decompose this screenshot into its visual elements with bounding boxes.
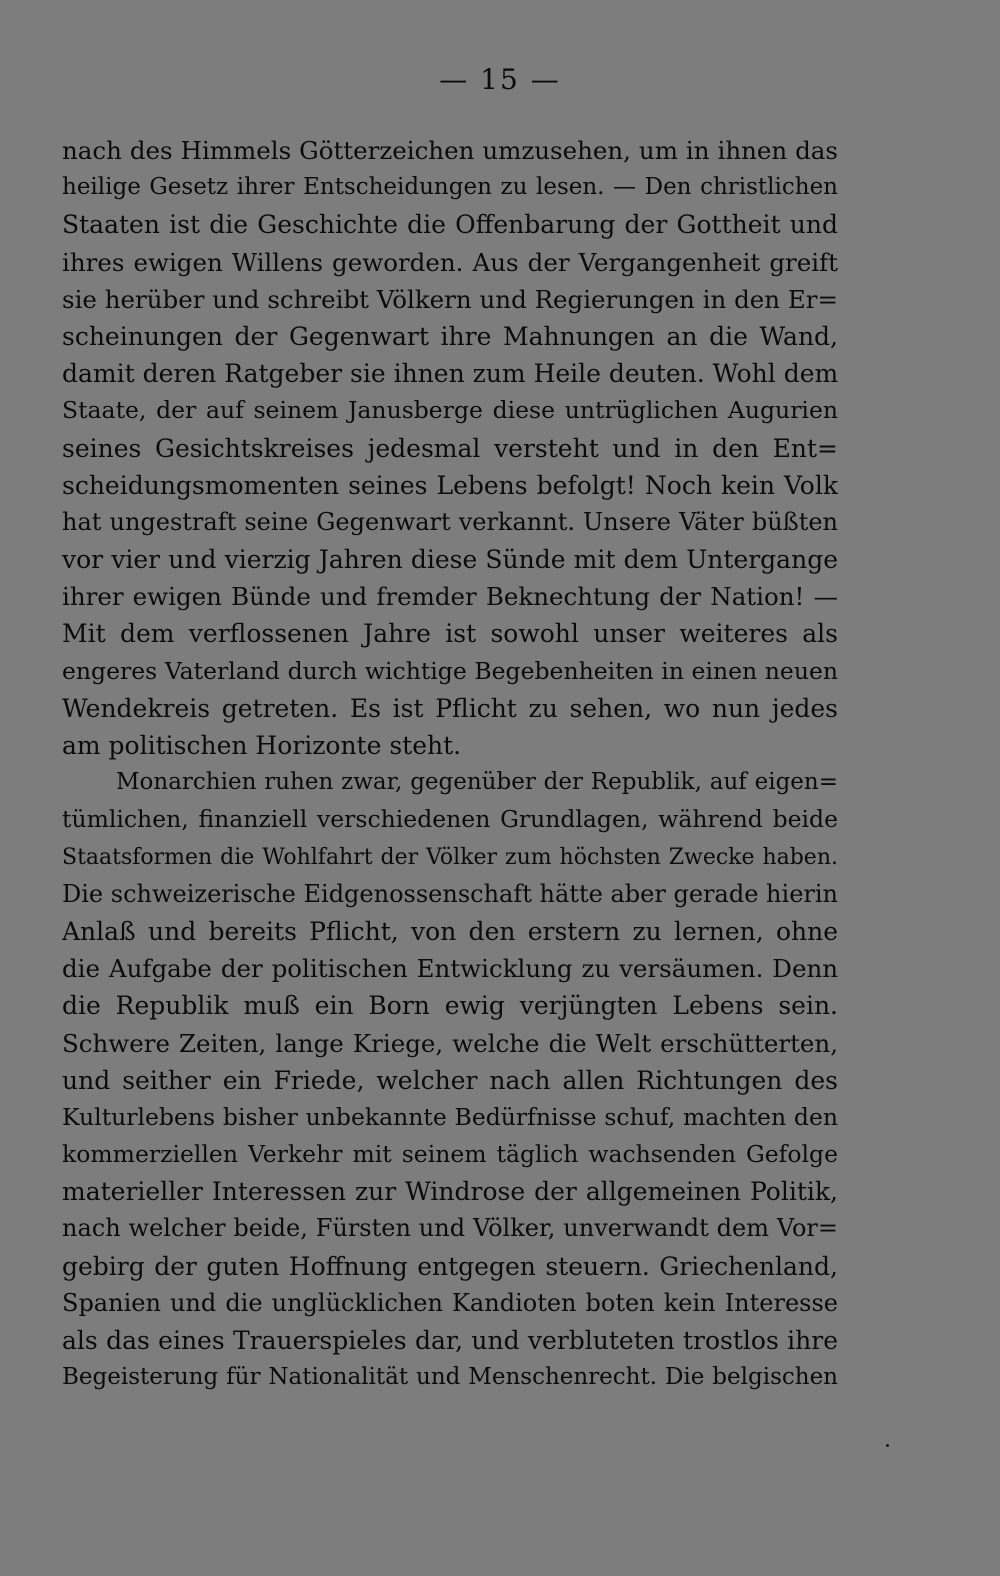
text-line: die Aufgabe der politischen Entwicklung zu versäumen. Denn (62, 954, 838, 984)
text-line: Kulturlebens bisher unbekannte Bedürfnisse schuf, machten den (62, 1102, 838, 1131)
text-line: Monarchien ruhen zwar, gegenüber der Republik, auf eigen= (116, 769, 838, 796)
text-line: scheidungsmomenten seines Lebens befolgt! Noch kein Volk (62, 470, 838, 500)
paragraph-2 (62, 764, 838, 1396)
text-line: Schwere Zeiten, lange Kriege, welche die Welt erschütterten, (62, 1028, 838, 1058)
text-line: vor vier und vierzig Jahren diese Sünde mit dem Untergange (62, 545, 838, 575)
text-line: Staaten ist die Geschichte die Offenbarung der Gottheit und (62, 210, 838, 240)
text-line: nach des Himmels Götterzeichen umzusehen, um in ihnen das (62, 136, 838, 165)
text-line: Mit dem verflossenen Jahre ist sowohl unser weiteres als (62, 619, 838, 649)
text-line: als das eines Trauerspieles dar, und verbluteten trostlos ihre (62, 1326, 838, 1355)
text-line: sie herüber und schreibt Völkern und Regierungen in den Er= (62, 284, 838, 314)
text-line: scheinungen der Gegenwart ihre Mahnungen an die Wand, (62, 321, 838, 351)
text-line: engeres Vaterland durch wichtige Begebenheiten in einen neuen (62, 656, 838, 685)
paragraph-1 (62, 132, 838, 764)
text-line: materieller Interessen zur Windrose der allgemeinen Politik, (62, 1177, 838, 1207)
text-line: Begeisterung für Nationalität und Menschenrecht. Die belgischen (62, 1364, 838, 1391)
text-line: Die schweizerische Eidgenossenschaft hätte aber gerade hierin (62, 879, 838, 908)
text-line: Spanien und die unglücklichen Kandioten boten kein Interesse (62, 1288, 838, 1317)
text-line: hat ungestraft seine Gegenwart verkannt. Unsere Väter büßten (62, 507, 838, 536)
text-line: ihres ewigen Willens geworden. Aus der Vergangenheit greift (62, 247, 838, 277)
text-line: Wendekreis getreten. Es ist Pflicht zu sehen, wo nun jedes (62, 693, 838, 723)
text-line: am politischen Horizonte steht. (62, 731, 462, 760)
text-line: gebirg der guten Hoffnung entgegen steuern. Griechenland, (62, 1251, 838, 1281)
text-line: Staate, der auf seinem Janusberge diese untrüglichen Augurien (62, 396, 838, 425)
text-line: nach welcher beide, Fürsten und Völker, unverwandt dem Vor= (62, 1214, 838, 1243)
text-line: seines Gesichtskreises jedesmal versteht und in den Ent= (62, 433, 838, 463)
text-line: tümlichen, finanziell verschiedenen Grundlagen, während beide (62, 805, 838, 834)
page-number: — 15 — (439, 63, 561, 96)
text-line: kommerziellen Verkehr mit seinem täglich wachsenden Gefolge (62, 1140, 838, 1169)
scan-speck (886, 1444, 889, 1447)
text-line: und seither ein Friede, welcher nach allen Richtungen des (62, 1065, 838, 1095)
text-line: die Republik muß ein Born ewig verjüngten Lebens sein. (62, 991, 838, 1021)
text-line: Staatsformen die Wohlfahrt der Völker zum höchsten Zwecke haben. (62, 844, 838, 870)
text-line: damit deren Ratgeber sie ihnen zum Heile deuten. Wohl dem (62, 359, 838, 389)
text-line: Anlaß und bereits Pflicht, von den erstern zu lernen, ohne (62, 916, 838, 946)
body-text (62, 132, 838, 1396)
text-line: heilige Gesetz ihrer Entscheidungen zu lesen. — Den christlichen (62, 174, 838, 201)
text-line: ihrer ewigen Bünde und fremder Beknechtung der Nation! — (62, 582, 838, 612)
